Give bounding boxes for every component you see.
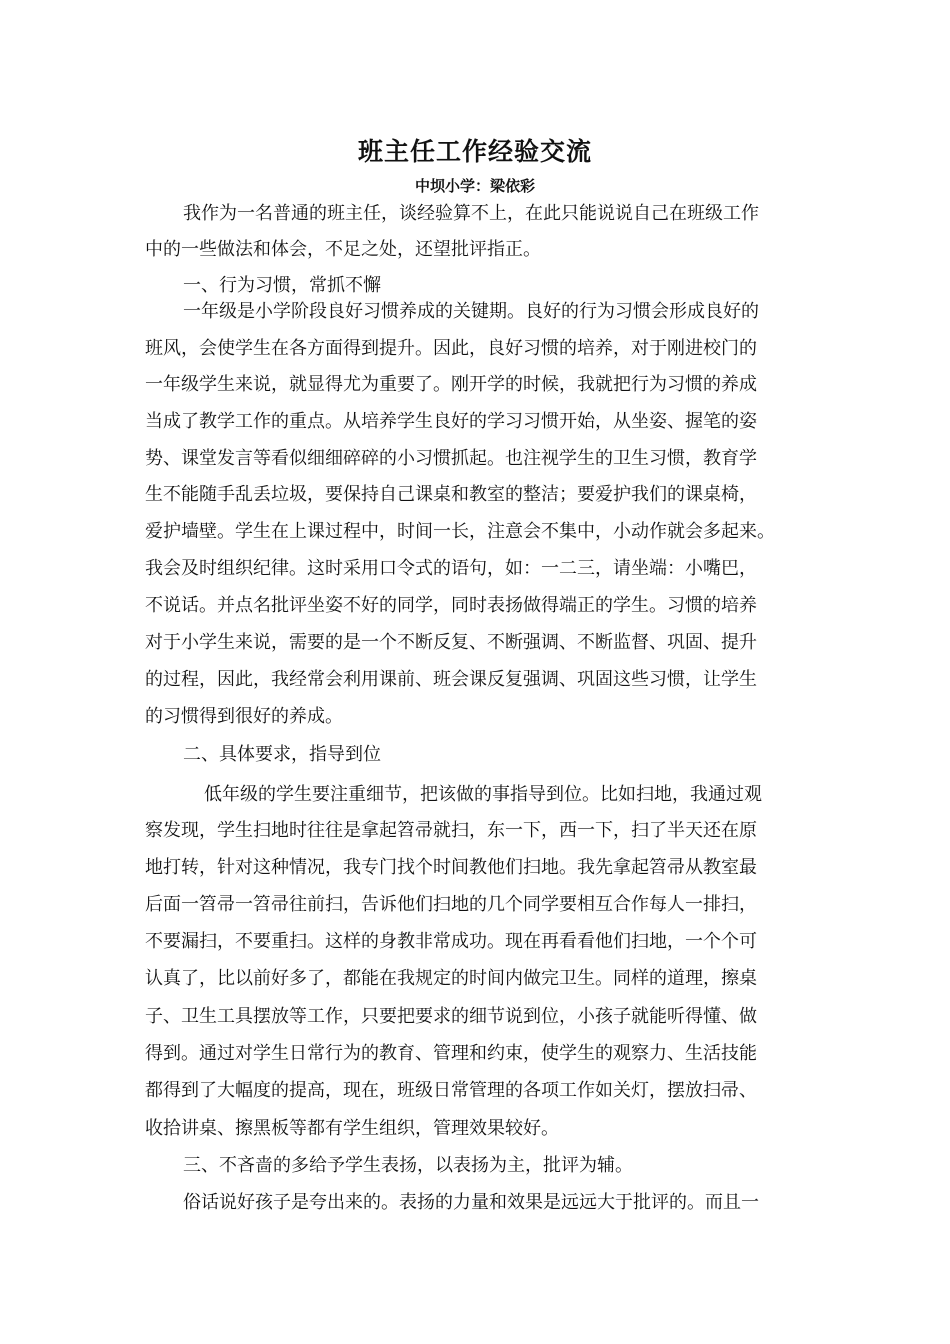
paragraph-line: 班风，会使学生在各方面得到提升。因此，良好习惯的培养，对于刚进校门的 <box>145 338 757 359</box>
paragraph-line: 中的一些做法和体会，不足之处，还望批评指正。 <box>145 239 541 260</box>
paragraph-line: 收拾讲桌、擦黑板等都有学生组织，管理效果较好。 <box>145 1118 559 1139</box>
section-heading: 三、不吝啬的多给予学生表扬，以表扬为主，批评为辅。 <box>183 1155 633 1176</box>
document-title: 班主任工作经验交流 <box>357 137 592 166</box>
paragraph-line: 对于小学生来说，需要的是一个不断反复、不断强调、不断监督、巩固、提升 <box>145 632 757 653</box>
paragraph-line: 察发现，学生扫地时往往是拿起笤帚就扫，东一下，西一下，扫了半天还在原 <box>145 820 757 841</box>
paragraph-line: 子、卫生工具摆放等工作，只要把要求的细节说到位，小孩子就能听得懂、做 <box>145 1006 757 1027</box>
paragraph-line: 一年级学生来说，就显得尤为重要了。刚开学的时候，我就把行为习惯的养成 <box>145 374 757 395</box>
paragraph-line: 的习惯得到很好的养成。 <box>145 706 343 727</box>
paragraph-line: 地打转，针对这种情况，我专门找个时间教他们扫地。我先拿起笤帚从教室最 <box>145 857 757 878</box>
paragraph-line: 势、课堂发言等看似细细碎碎的小习惯抓起。也注视学生的卫生习惯，教育学 <box>145 448 757 469</box>
paragraph-line: 后面一笤帚一笤帚往前扫，告诉他们扫地的几个同学要相互合作每人一排扫， <box>145 894 757 915</box>
paragraph-line: 生不能随手乱丢垃圾，要保持自己课桌和教室的整洁；要爱护我们的课桌椅， <box>145 484 757 505</box>
paragraph-line: 我会及时组织纪律。这时采用口令式的语句，如：一二三，请坐端：小嘴巴， <box>145 558 757 579</box>
paragraph-line: 一年级是小学阶段良好习惯养成的关键期。良好的行为习惯会形成良好的 <box>183 301 759 322</box>
paragraph-line: 不说话。并点名批评坐姿不好的同学，同时表扬做得端正的学生。习惯的培养 <box>145 595 757 616</box>
section-heading: 一、行为习惯，常抓不懈 <box>183 275 381 296</box>
paragraph-line: 当成了教学工作的重点。从培养学生良好的学习习惯开始，从坐姿、握笔的姿 <box>145 411 757 432</box>
paragraph-line: 低年级的学生要注重细节，把该做的事指导到位。比如扫地，我通过观 <box>204 784 762 805</box>
paragraph-line: 的过程，因此，我经常会利用课前、班会课反复强调、巩固这些习惯，让学生 <box>145 669 757 690</box>
paragraph-line: 都得到了大幅度的提高，现在，班级日常管理的各项工作如关灯，摆放扫帚、 <box>145 1080 757 1101</box>
paragraph-line: 我作为一名普通的班主任，谈经验算不上，在此只能说说自己在班级工作 <box>183 203 759 224</box>
paragraph-line: 得到。通过对学生日常行为的教育、管理和约束，使学生的观察力、生活技能 <box>145 1043 757 1064</box>
author-line: 中坝小学：梁依彩 <box>414 177 535 195</box>
paragraph-line: 爱护墙壁。学生在上课过程中，时间一长，注意会不集中，小动作就会多起来。 <box>145 521 775 542</box>
section-heading: 二、具体要求，指导到位 <box>183 744 381 765</box>
paragraph-line: 俗话说好孩子是夸出来的。表扬的力量和效果是远远大于批评的。而且一 <box>183 1192 759 1213</box>
paragraph-line: 认真了，比以前好多了，都能在我规定的时间内做完卫生。同样的道理，擦桌 <box>145 968 757 989</box>
paragraph-line: 不要漏扫，不要重扫。这样的身教非常成功。现在再看看他们扫地，一个个可 <box>145 931 757 952</box>
